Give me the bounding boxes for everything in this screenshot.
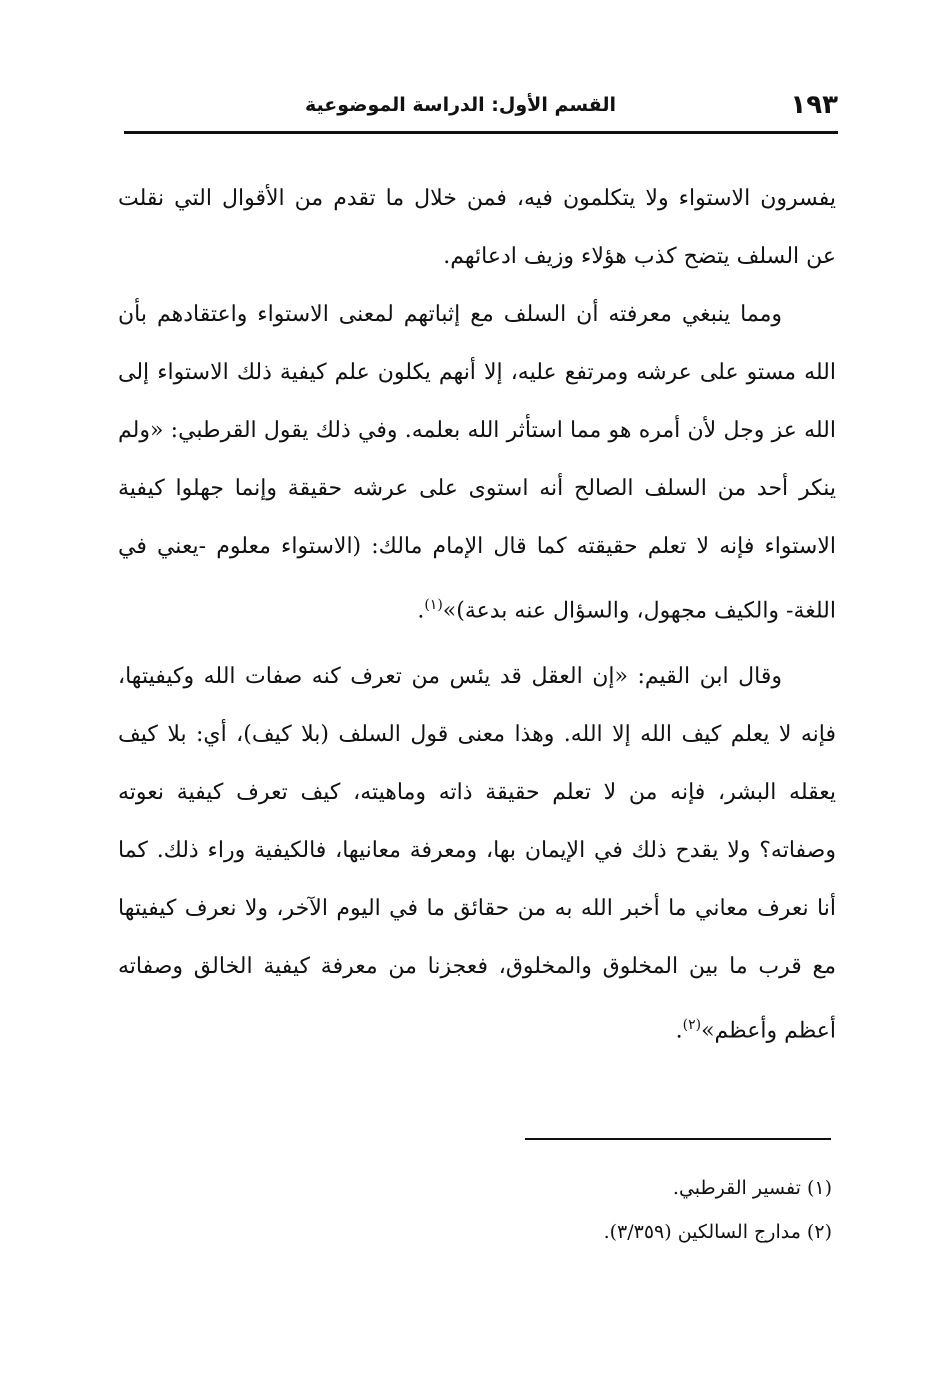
footnote-ref-1: (١) (424, 597, 443, 613)
page-number: ١٩٣ (790, 90, 838, 120)
footnote-2: (٢) مدارج السالكين (٣/٣٥٩). (603, 1221, 832, 1243)
paragraph-3-text: وقال ابن القيم: «إن العقل قد يئس من تعرف كنه صفات الله وكيفيتها، فإنه لا يعلم كيف الله إلا الله. وهذا معنى قول السلف (بلا كيف)، أي: بلا كيف يعقله البشر، فإنه من لا تعلم حقيقة ذاته وماهيته، كيف تعرف كيفية نعوته وصفاته؟ ولا يقدح ذلك في الإيمان بها، ومعرفة معانيها، فالكيفية وراء ذلك. كما أنا نعرف معاني ما أخبر الله به من حقائق ما في اليوم الآخر، ولا نعرف كيفيتها مع قرب ما بين المخلوق والمخلوق، فعجزنا من معرفة كيفية الخالق وصفاته أعظم وأعظم» (118, 664, 836, 1044)
paragraph-2-text: ومما ينبغي معرفته أن السلف مع إثباتهم لمعنى الاستواء واعتقادهم بأن الله مستو على عرشه ومرتفع عليه، إلا أنهم يكلون علم كيفية ذلك الاستواء إلى الله عز وجل لأن أمره هو مما استأثر الله بعلمه. وفي ذلك يقول القرطبي: «ولم ينكر أحد من السلف الصالح أنه استوى على عرشه حقيقة وإنما جهلوا كيفية الاستواء فإنه لا تعلم حقيقته كما قال الإمام مالك: (الاستواء معلوم -يعني في اللغة- والكيف مجهول، والسؤال عنه بدعة)» (118, 302, 836, 624)
footnote-ref-2: (٢) (682, 1017, 702, 1034)
main-text (118, 170, 836, 1061)
header-rule (124, 131, 838, 134)
page-header (124, 86, 838, 130)
paragraph-2 (118, 286, 836, 640)
paragraph-3 (118, 648, 836, 1060)
paragraph-2-end: . (417, 598, 425, 624)
footnote-1: (١) تفسير القرطبي. (672, 1177, 832, 1199)
footnotes (400, 1166, 832, 1254)
footnote-rule (525, 1138, 831, 1140)
paragraph-3-end: . (675, 1018, 683, 1044)
paragraph-1: يفسرون الاستواء ولا يتكلمون فيه، فمن خلال ما تقدم من الأقوال التي نقلت عن السلف يتضح كذب هؤلاء وزيف ادعائهم. (118, 186, 836, 269)
running-title: القسم الأول: الدراسة الموضوعية (304, 94, 616, 116)
